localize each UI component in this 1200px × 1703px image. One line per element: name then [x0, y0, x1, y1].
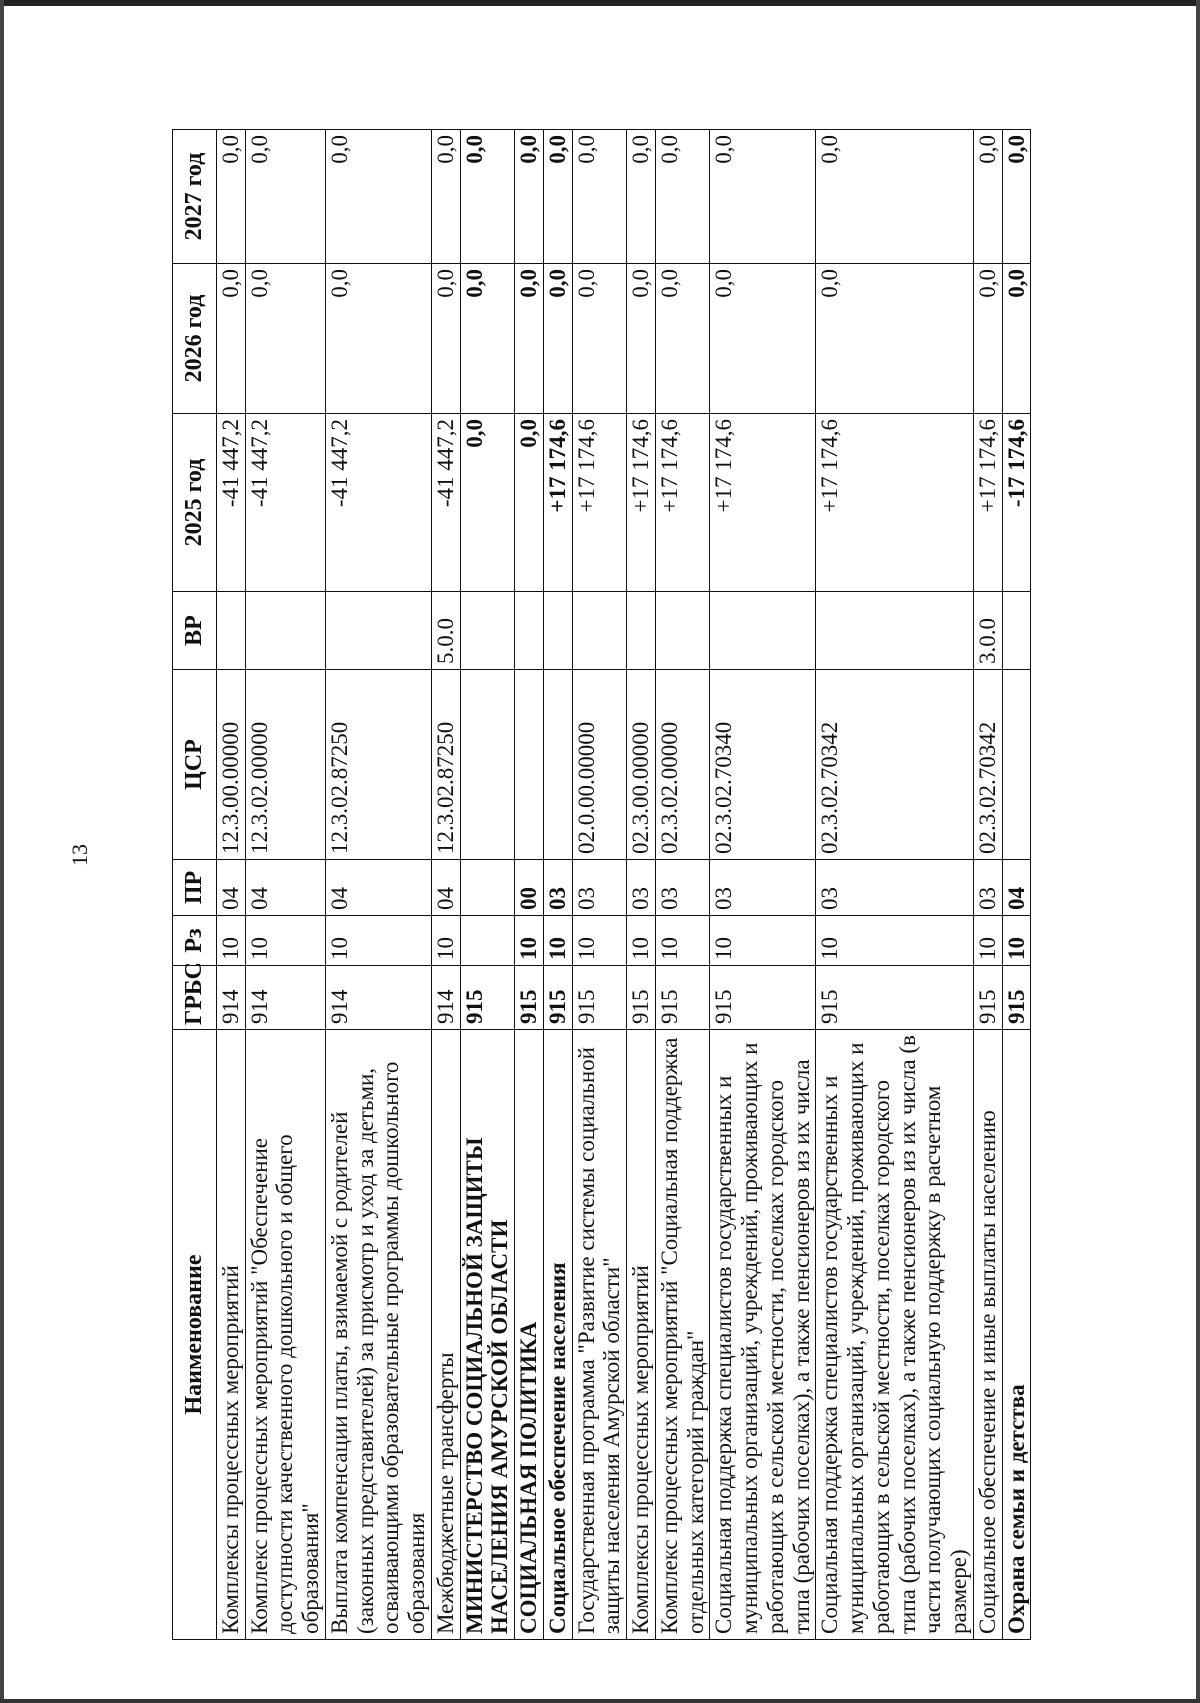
- cell-vr: [816, 592, 974, 670]
- cell-grbs: 915: [655, 966, 710, 1030]
- cell-2027: 0,0: [460, 130, 515, 264]
- cell-csr: [515, 670, 544, 860]
- cell-name: Комплексы процессных мероприятий: [627, 1030, 656, 1640]
- table-row: [543, 130, 572, 1640]
- cell-pr: 04: [1002, 860, 1031, 916]
- scan-edge-bottom: [0, 1699, 1200, 1703]
- table-row: [655, 130, 710, 1640]
- scan-edge-left: [0, 0, 4, 1703]
- cell-pr: 03: [627, 860, 656, 916]
- cell-csr: 12.3.02.00000: [245, 670, 325, 860]
- cell-vr: [1002, 592, 1031, 670]
- cell-2027: 0,0: [216, 130, 245, 264]
- cell-2025: 0,0: [460, 414, 515, 592]
- table-row: [431, 130, 460, 1640]
- cell-csr: 02.3.02.00000: [655, 670, 710, 860]
- cell-vr: [460, 592, 515, 670]
- cell-grbs: 914: [216, 966, 245, 1030]
- cell-pr: 04: [431, 860, 460, 916]
- cell-vr: [655, 592, 710, 670]
- cell-rz: 10: [515, 916, 544, 966]
- table-row: [216, 130, 245, 1640]
- cell-pr: 04: [325, 860, 431, 916]
- header-2026: 2026 год: [173, 264, 217, 414]
- cell-2027: 0,0: [245, 130, 325, 264]
- cell-pr: 04: [245, 860, 325, 916]
- cell-grbs: 915: [543, 966, 572, 1030]
- header-2025: 2025 год: [173, 414, 217, 592]
- cell-grbs: 915: [973, 966, 1002, 1030]
- cell-csr: 12.3.00.00000: [216, 670, 245, 860]
- header-name: Наименование: [173, 1030, 217, 1640]
- cell-csr: [543, 670, 572, 860]
- table-row: [460, 130, 515, 1640]
- cell-2027: 0,0: [816, 130, 974, 264]
- cell-2025: +17 174,6: [627, 414, 656, 592]
- page-number: 13: [67, 844, 92, 866]
- cell-2026: 0,0: [572, 264, 627, 414]
- table-body: [216, 130, 1031, 1640]
- cell-rz: 10: [1002, 916, 1031, 966]
- cell-csr: [1002, 670, 1031, 860]
- cell-pr: 03: [973, 860, 1002, 916]
- table-row: [572, 130, 627, 1640]
- cell-vr: [572, 592, 627, 670]
- cell-2025: +17 174,6: [816, 414, 974, 592]
- rotated-table-container: [172, 130, 1077, 1640]
- cell-pr: [460, 860, 515, 916]
- cell-vr: 5.0.0: [431, 592, 460, 670]
- cell-pr: 00: [515, 860, 544, 916]
- cell-2026: 0,0: [543, 264, 572, 414]
- cell-vr: [515, 592, 544, 670]
- cell-vr: [627, 592, 656, 670]
- cell-rz: [460, 916, 515, 966]
- cell-pr: 03: [543, 860, 572, 916]
- header-grbs: ГРБС: [173, 966, 217, 1030]
- cell-2026: 0,0: [325, 264, 431, 414]
- cell-2027: 0,0: [543, 130, 572, 264]
- cell-csr: 02.3.02.70340: [710, 670, 816, 860]
- cell-rz: 10: [245, 916, 325, 966]
- cell-2025: +17 174,6: [973, 414, 1002, 592]
- header-2027: 2027 год: [173, 130, 217, 264]
- cell-csr: 02.3.00.00000: [627, 670, 656, 860]
- budget-table: [172, 129, 1031, 1640]
- cell-pr: 03: [710, 860, 816, 916]
- cell-2025: -41 447,2: [325, 414, 431, 592]
- cell-rz: 10: [543, 916, 572, 966]
- cell-name: Социальное обеспечение населения: [543, 1030, 572, 1640]
- cell-name: Социальное обеспечение и иные выплаты населению: [973, 1030, 1002, 1640]
- cell-2026: 0,0: [460, 264, 515, 414]
- cell-rz: 10: [655, 916, 710, 966]
- cell-csr: 12.3.02.87250: [431, 670, 460, 860]
- cell-grbs: 915: [816, 966, 974, 1030]
- cell-2027: 0,0: [431, 130, 460, 264]
- cell-pr: 03: [572, 860, 627, 916]
- cell-vr: [710, 592, 816, 670]
- cell-2026: 0,0: [816, 264, 974, 414]
- cell-name: Межбюджетные трансферты: [431, 1030, 460, 1640]
- cell-2027: 0,0: [572, 130, 627, 264]
- cell-2025: 0,0: [515, 414, 544, 592]
- cell-2026: 0,0: [431, 264, 460, 414]
- table-row: [816, 130, 974, 1640]
- cell-rz: 10: [973, 916, 1002, 966]
- table-row: [1002, 130, 1031, 1640]
- cell-rz: 10: [572, 916, 627, 966]
- cell-rz: 10: [627, 916, 656, 966]
- cell-2027: 0,0: [1002, 130, 1031, 264]
- table-row: [515, 130, 544, 1640]
- cell-rz: 10: [816, 916, 974, 966]
- cell-2027: 0,0: [973, 130, 1002, 264]
- cell-vr: 3.0.0: [973, 592, 1002, 670]
- cell-name: Охрана семьи и детства: [1002, 1030, 1031, 1640]
- cell-2026: 0,0: [710, 264, 816, 414]
- cell-grbs: 915: [515, 966, 544, 1030]
- cell-2025: -41 447,2: [245, 414, 325, 592]
- cell-grbs: 915: [1002, 966, 1031, 1030]
- cell-2026: 0,0: [515, 264, 544, 414]
- cell-2025: +17 174,6: [655, 414, 710, 592]
- header-rz: Рз: [173, 916, 217, 966]
- cell-vr: [325, 592, 431, 670]
- cell-csr: [460, 670, 515, 860]
- cell-pr: 04: [216, 860, 245, 916]
- cell-pr: 03: [816, 860, 974, 916]
- cell-rz: 10: [216, 916, 245, 966]
- table-row: [710, 130, 816, 1640]
- cell-2027: 0,0: [515, 130, 544, 264]
- cell-2027: 0,0: [325, 130, 431, 264]
- cell-2026: 0,0: [973, 264, 1002, 414]
- cell-name: Социальная поддержка специалистов государственных и муниципальных организаций, учреждений, проживающих и работающих в сельской местности, поселках городского типа (рабочих поселках), а также пенсионеров из их числа (в части получающих социальную поддержку в расчетном размере): [816, 1030, 974, 1640]
- cell-name: Комплекс процессных мероприятий "Обеспечение доступности качественного дошкольного и общего образования": [245, 1030, 325, 1640]
- header-pr: ПР: [173, 860, 217, 916]
- header-vr: ВР: [173, 592, 217, 670]
- cell-csr: 02.3.02.70342: [973, 670, 1002, 860]
- cell-vr: [216, 592, 245, 670]
- scan-edge-top: [0, 0, 1200, 6]
- cell-name: МИНИСТЕРСТВО СОЦИАЛЬНОЙ ЗАЩИТЫ НАСЕЛЕНИЯ АМУРСКОЙ ОБЛАСТИ: [460, 1030, 515, 1640]
- cell-name: Комплекс процессных мероприятий "Социальная поддержка отдельных категорий граждан": [655, 1030, 710, 1640]
- cell-grbs: 915: [572, 966, 627, 1030]
- cell-2027: 0,0: [655, 130, 710, 264]
- cell-name: СОЦИАЛЬНАЯ ПОЛИТИКА: [515, 1030, 544, 1640]
- cell-csr: 12.3.02.87250: [325, 670, 431, 860]
- cell-2026: 0,0: [627, 264, 656, 414]
- scan-edge-right: [1196, 0, 1200, 1703]
- table-header-row: [173, 130, 217, 1640]
- cell-grbs: 915: [460, 966, 515, 1030]
- cell-name: Социальная поддержка специалистов государственных и муниципальных организаций, учреждений, проживающих и работающих в сельской местности, поселках городского типа (рабочих поселках), а также пенсионеров из их числа: [710, 1030, 816, 1640]
- cell-grbs: 915: [710, 966, 816, 1030]
- cell-grbs: 915: [627, 966, 656, 1030]
- cell-2027: 0,0: [710, 130, 816, 264]
- cell-2025: +17 174,6: [543, 414, 572, 592]
- cell-pr: 03: [655, 860, 710, 916]
- cell-grbs: 914: [325, 966, 431, 1030]
- cell-name: Выплата компенсации платы, взимаемой с родителей (законных представителей) за присмотр и уход за детьми, осваивающими образовательные программы дошкольного образования: [325, 1030, 431, 1640]
- cell-name: Комплексы процессных мероприятий: [216, 1030, 245, 1640]
- cell-2026: 0,0: [1002, 264, 1031, 414]
- cell-grbs: 914: [431, 966, 460, 1030]
- cell-2025: -17 174,6: [1002, 414, 1031, 592]
- cell-2026: 0,0: [245, 264, 325, 414]
- cell-name: Государственная программа "Развитие системы социальной защиты населения Амурской области": [572, 1030, 627, 1640]
- header-csr: ЦСР: [173, 670, 217, 860]
- cell-2025: -41 447,2: [216, 414, 245, 592]
- table-row: [627, 130, 656, 1640]
- cell-2025: +17 174,6: [710, 414, 816, 592]
- cell-2025: +17 174,6: [572, 414, 627, 592]
- table-row: [325, 130, 431, 1640]
- table-row: [245, 130, 325, 1640]
- cell-csr: 02.0.00.00000: [572, 670, 627, 860]
- cell-2027: 0,0: [627, 130, 656, 264]
- cell-vr: [543, 592, 572, 670]
- cell-grbs: 914: [245, 966, 325, 1030]
- cell-2025: -41 447,2: [431, 414, 460, 592]
- cell-2026: 0,0: [216, 264, 245, 414]
- cell-rz: 10: [710, 916, 816, 966]
- cell-rz: 10: [431, 916, 460, 966]
- cell-2026: 0,0: [655, 264, 710, 414]
- cell-vr: [245, 592, 325, 670]
- cell-csr: 02.3.02.70342: [816, 670, 974, 860]
- cell-rz: 10: [325, 916, 431, 966]
- table-row: [973, 130, 1002, 1640]
